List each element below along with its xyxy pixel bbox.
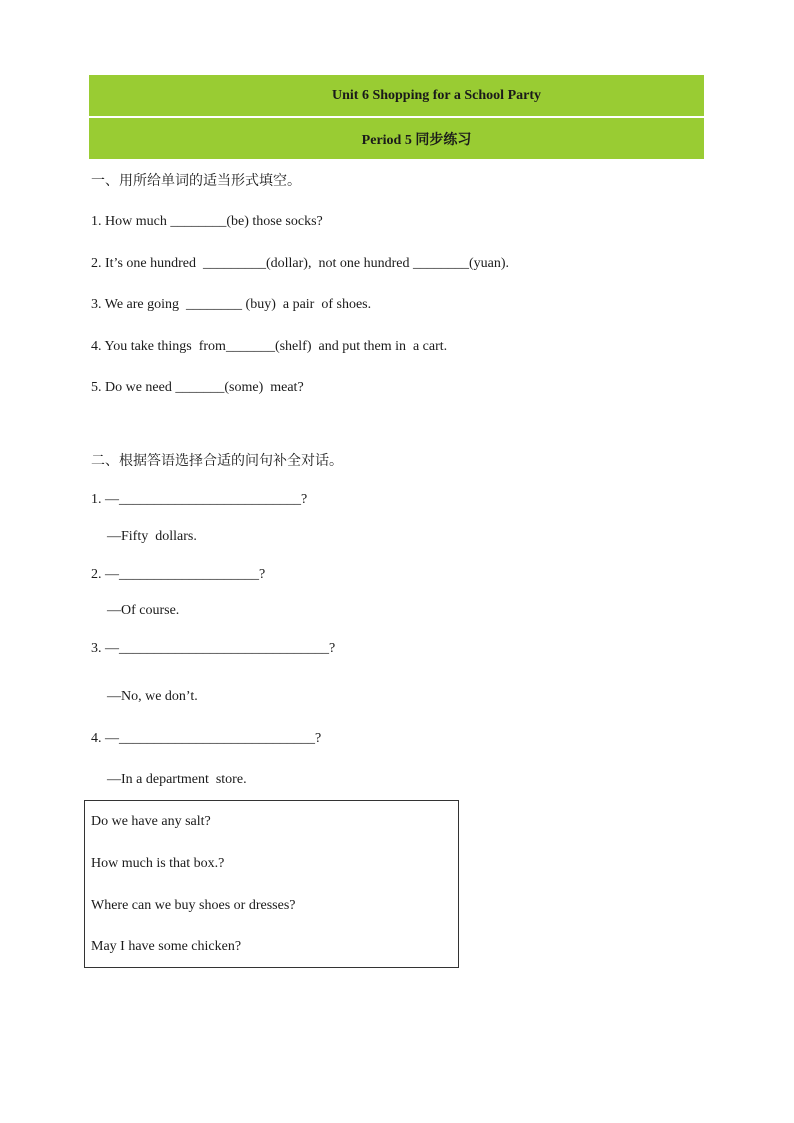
option-2: How much is that box.? xyxy=(91,856,225,871)
question-3: 3. We are going ________ (buy) a pair of shoes. xyxy=(91,297,372,312)
dialogue-3-answer: —No, we don’t. xyxy=(107,689,198,704)
dialogue-1-answer: —Fifty dollars. xyxy=(107,529,197,544)
question-1: 1. How much ________(be) those socks? xyxy=(91,214,323,229)
dialogue-4-question: 4. —____________________________? xyxy=(91,731,322,746)
option-3: Where can we buy shoes or dresses? xyxy=(91,898,296,913)
option-1: Do we have any salt? xyxy=(91,814,211,829)
header-subtitle-row xyxy=(89,118,704,159)
section2-title: 二、根据答语选择合适的问句补全对话。 xyxy=(91,453,343,469)
page-title: Unit 6 Shopping for a School Party xyxy=(332,87,541,103)
section1-title: 一、用所给单词的适当形式填空。 xyxy=(91,173,301,189)
option-4: May I have some chicken? xyxy=(91,939,242,954)
header-banner xyxy=(89,75,704,159)
page-subtitle: Period 5 同步练习 xyxy=(361,132,472,148)
question-4: 4. You take things from_______(shelf) and put them in a cart. xyxy=(91,339,448,354)
dialogue-3-question: 3. —______________________________? xyxy=(91,641,336,656)
dialogue-4-answer: —In a department store. xyxy=(107,772,247,787)
dialogue-1-question: 1. —__________________________? xyxy=(91,492,308,507)
question-5: 5. Do we need _______(some) meat? xyxy=(91,380,304,395)
dialogue-2-question: 2. —____________________? xyxy=(91,567,266,582)
dialogue-2-answer: —Of course. xyxy=(107,603,180,618)
header-title-row xyxy=(89,75,704,116)
options-box xyxy=(84,800,459,968)
question-2: 2. It’s one hundred _________(dollar), not one hundred ________(yuan). xyxy=(91,256,509,271)
